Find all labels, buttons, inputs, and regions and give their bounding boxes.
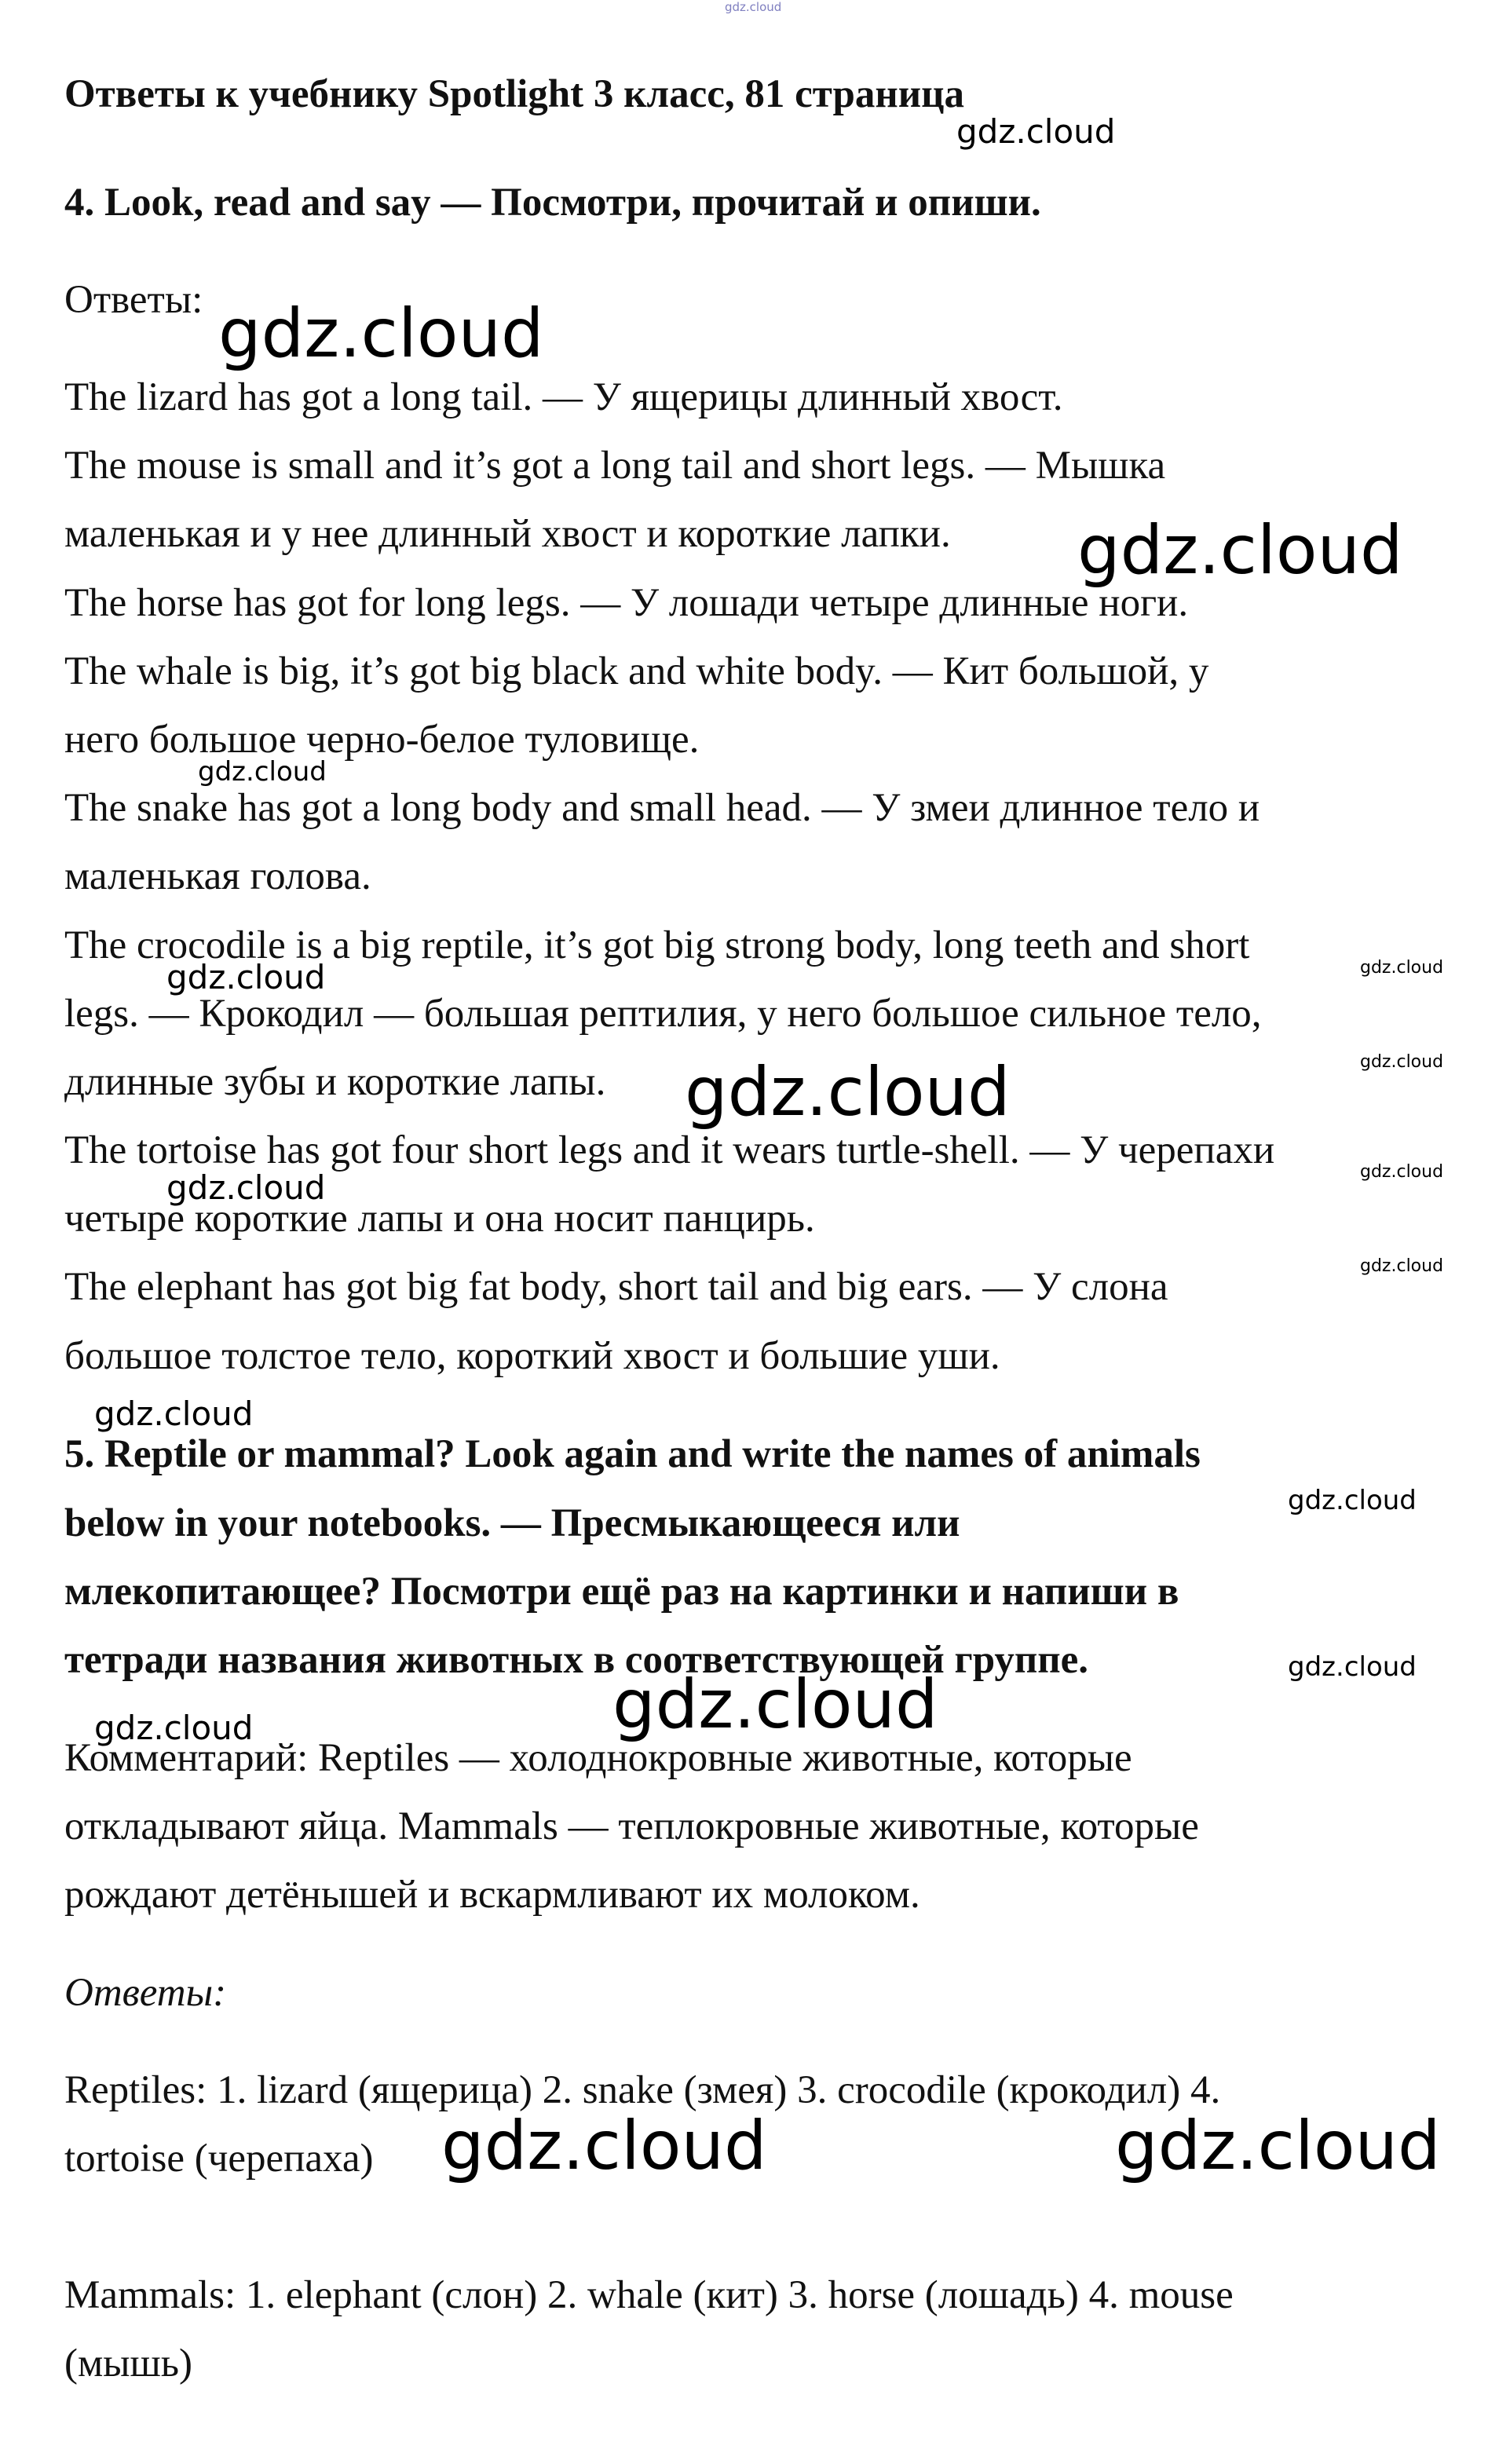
page-title: Ответы к учебнику Spotlight 3 класс, 81 страница	[64, 72, 964, 116]
watermark: gdz.cloud	[956, 112, 1116, 151]
exercise-5-heading-line: 5. Reptile or mammal? Look again and write the names of animals	[64, 1432, 1201, 1476]
comment-line: откладывают яйца. Mammals — теплокровные животные, которые	[64, 1804, 1199, 1848]
watermark: gdz.cloud	[94, 1395, 254, 1433]
watermark: gdz.cloud	[94, 1709, 254, 1747]
reptiles-answer-line: tortoise (черепаха)	[64, 2137, 374, 2181]
exercise-4-heading: 4. Look, read and say — Посмотри, прочитай и опиши.	[64, 181, 1041, 225]
watermark: gdz.cloud	[198, 756, 327, 788]
exercise-4-answers-label: Ответы:	[64, 278, 203, 322]
exercise-4-line: маленькая голова.	[64, 854, 371, 898]
exercise-4-line: The tortoise has got four short legs and it wears turtle-shell. — У черепахи	[64, 1128, 1275, 1172]
exercise-4-line: большое толстое тело, короткий хвост и большие уши.	[64, 1334, 1000, 1378]
exercise-5-answers-label: Ответы:	[64, 1971, 227, 2015]
exercise-5-heading-line: млекопитающее? Посмотри ещё раз на картинки и напиши в	[64, 1570, 1179, 1614]
exercise-4-line: The mouse is small and it’s got a long tail and short legs. — Мышка	[64, 444, 1166, 488]
watermark: gdz.cloud	[1360, 958, 1444, 978]
mammals-answer-line: (мышь)	[64, 2342, 193, 2385]
watermark: gdz.cloud	[1077, 511, 1403, 590]
watermark: gdz.cloud	[166, 1168, 326, 1207]
watermark: gdz.cloud	[1115, 2107, 1441, 2185]
exercise-5-heading-line: below in your notebooks. — Пресмыкающееся или	[64, 1501, 960, 1545]
watermark: gdz.cloud	[1288, 1485, 1417, 1516]
watermark: gdz.cloud	[725, 0, 782, 14]
watermark: gdz.cloud	[166, 958, 326, 996]
exercise-4-line: The whale is big, it’s got big black and white body. — Кит большой, у	[64, 649, 1209, 693]
watermark: gdz.cloud	[1360, 1162, 1444, 1182]
reptiles-answer-line: Reptiles: 1. lizard (ящерица) 2. snake (змея) 3. crocodile (крокодил) 4.	[64, 2068, 1221, 2112]
watermark: gdz.cloud	[1360, 1052, 1444, 1072]
watermark: gdz.cloud	[218, 294, 544, 373]
exercise-4-line: The snake has got a long body and small head. — У змеи длинное тело и	[64, 786, 1260, 830]
exercise-4-line: маленькая и у нее длинный хвост и короткие лапки.	[64, 512, 951, 556]
comment-line: Комментарий: Reptiles — холоднокровные животные, которые	[64, 1736, 1132, 1780]
watermark: gdz.cloud	[441, 2107, 767, 2185]
watermark: gdz.cloud	[1288, 1651, 1417, 1683]
exercise-5-heading-line: тетради названия животных в соответствующей группе.	[64, 1638, 1089, 1682]
exercise-4-line: него большое черно-белое туловище.	[64, 718, 700, 762]
exercise-4-line: The lizard has got a long tail. — У ящерицы длинный хвост.	[64, 375, 1063, 419]
comment-line: рождают детёнышей и вскармливают их молоком.	[64, 1873, 920, 1917]
mammals-answer-line: Mammals: 1. elephant (слон) 2. whale (кит) 3. horse (лошадь) 4. mouse	[64, 2273, 1234, 2317]
exercise-4-line: длинные зубы и короткие лапы.	[64, 1060, 606, 1104]
watermark: gdz.cloud	[685, 1053, 1011, 1131]
watermark: gdz.cloud	[612, 1665, 938, 1744]
exercise-4-line: The horse has got for long legs. — У лошади четыре длинные ноги.	[64, 581, 1189, 625]
watermark: gdz.cloud	[1360, 1256, 1444, 1276]
exercise-4-line: четыре короткие лапы и она носит панцирь.	[64, 1197, 815, 1241]
exercise-4-line: The elephant has got big fat body, short tail and big ears. — У слона	[64, 1265, 1168, 1309]
exercise-4-line: legs. — Крокодил — большая рептилия, у него большое сильное тело,	[64, 992, 1262, 1036]
exercise-4-line: The crocodile is a big reptile, it’s got big strong body, long teeth and short	[64, 923, 1250, 967]
